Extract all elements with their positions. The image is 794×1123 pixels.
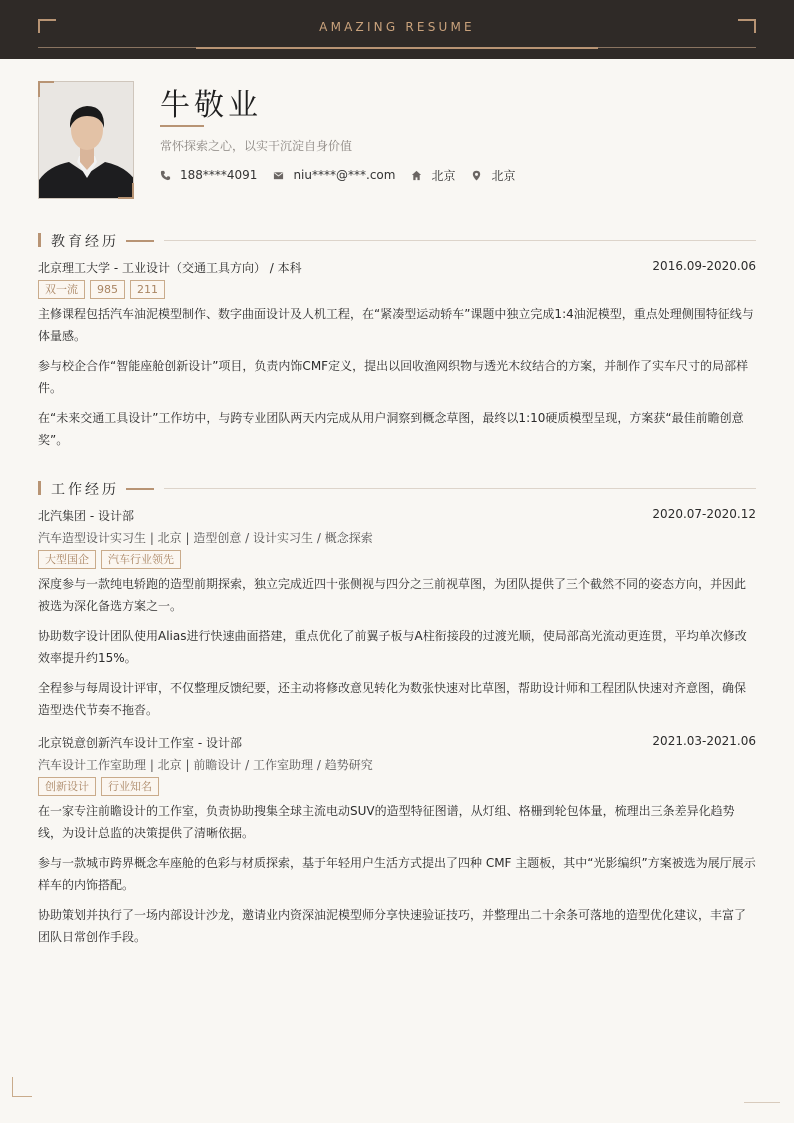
contact-location — [471, 167, 515, 184]
company-name: 北汽集团 - 设计部 — [38, 509, 134, 523]
job-subtitle: 汽车造型设计实习生 | 北京 | 造型创意 / 设计实习生 / 概念探索 — [38, 531, 373, 545]
job-date: 2020.07-2020.12 — [652, 507, 756, 521]
section-title: 教育经历 — [51, 234, 119, 250]
portrait-icon — [39, 82, 134, 199]
mail-icon — [273, 170, 284, 181]
job-subtitle: 汽车设计工作室助理 | 北京 | 前瞻设计 / 工作室助理 / 趋势研究 — [38, 758, 373, 772]
tag-badge: 985 — [90, 280, 125, 299]
tag-badge: 创新设计 — [38, 777, 96, 796]
school-name: 北京理工大学 - 工业设计（交通工具方向） / 本科 — [38, 261, 302, 275]
section-accent — [126, 240, 154, 242]
education-entry-header — [38, 259, 756, 275]
education-tags — [38, 280, 170, 299]
job-entry-header — [38, 734, 756, 750]
section-header-work — [38, 480, 756, 496]
home-text: 北京 — [431, 168, 456, 183]
job-paragraph: 深度参与一款纯电轿跑的造型前期探索，独立完成近四十张侧视与四分之三前视草图，为团队提供了三个截然不同的姿态方向，并因此被选为深化备选方案之一。 — [38, 577, 747, 613]
tag-badge: 汽车行业领先 — [101, 550, 181, 569]
section-marker — [38, 233, 41, 247]
job-entry-header — [38, 507, 756, 523]
corner-ornament — [12, 1077, 32, 1097]
education-paragraph: 在“未来交通工具设计”工作坊中，与跨专业团队两天内完成从用户洞察到概念草图，最终以1:10硬质模型呈现，方案获“最佳前瞻创意奖”。 — [38, 411, 744, 447]
job-paragraph: 在一家专注前瞻设计的工作室，负责协助搜集全球主流电动SUV的造型特征图谱，从灯组、格栅到轮包体量，梳理出三条差异化趋势线，为设计总监的决策提供了清晰依据。 — [38, 804, 735, 840]
section-divider — [164, 488, 756, 489]
location-text: 北京 — [491, 168, 516, 183]
section-marker — [38, 481, 41, 495]
location-icon — [471, 170, 482, 181]
photo-corner — [118, 183, 134, 199]
candidate-name: 牛敬业 — [160, 88, 262, 123]
tag-badge: 211 — [130, 280, 165, 299]
contact-list — [160, 168, 531, 182]
job-paragraph: 协助策划并执行了一场内部设计沙龙，邀请业内资深油泥模型师分享快速验证技巧，并整理出二十余条可落地的造型优化建议，丰富了团队日常创作手段。 — [38, 908, 747, 944]
education-paragraph: 主修课程包括汽车油泥模型制作、数字曲面设计及人机工程，在“紧凑型运动轿车”课题中独立完成1:4油泥模型，重点处理侧围特征线与体量感。 — [38, 307, 754, 343]
section-accent — [126, 488, 154, 490]
education-paragraph: 参与校企合作“智能座舱创新设计”项目，负责内饰CMF定义，提出以回收渔网织物与透光木纹结合的方案，并制作了实车尺寸的局部样件。 — [38, 359, 749, 395]
job-tags — [38, 777, 164, 796]
email-text: niu****@***.com — [293, 168, 396, 182]
job-tags — [38, 550, 186, 569]
tag-badge: 双一流 — [38, 280, 85, 299]
job-paragraph: 参与一款城市跨界概念车座舱的色彩与材质探索，基于年轻用户生活方式提出了四种 CMF 主题板，其中“光影编织”方案被选为展厅展示样车的内饰搭配。 — [38, 856, 756, 892]
contact-phone — [160, 168, 257, 182]
section-divider — [164, 240, 756, 241]
phone-icon — [160, 170, 171, 181]
job-paragraph: 全程参与每周设计评审，不仅整理反馈纪要，还主动将修改意见转化为数张快速对比草图，帮助设计师和工程团队快速对齐意图，确保造型迭代节奏不拖沓。 — [38, 681, 747, 717]
section-header-education — [38, 232, 756, 248]
profile-photo — [38, 81, 134, 199]
tag-badge: 大型国企 — [38, 550, 96, 569]
header-bar — [0, 0, 794, 59]
phone-text: 188****4091 — [180, 168, 258, 182]
tag-badge: 行业知名 — [101, 777, 159, 796]
brand-title: AMAZING RESUME — [319, 20, 475, 34]
job-paragraph: 协助数字设计团队使用Alias进行快速曲面搭建，重点优化了前翼子板与A柱衔接段的过渡光顺，使局部高光流动更连贯，平均单次修改效率提升约15%。 — [38, 629, 747, 665]
header-accent-line — [196, 47, 598, 49]
education-date: 2016.09-2020.06 — [652, 259, 756, 273]
contact-email — [273, 168, 395, 182]
company-name: 北京锐意创新汽车设计工作室 - 设计部 — [38, 736, 242, 750]
name-underline — [160, 125, 204, 127]
motto: 常怀探索之心，以实干沉淀自身价值 — [160, 139, 353, 153]
contact-home — [411, 167, 455, 184]
job-date: 2021.03-2021.06 — [652, 734, 756, 748]
section-title: 工作经历 — [51, 482, 119, 498]
home-icon — [411, 170, 422, 181]
footer-line — [744, 1102, 780, 1103]
photo-corner — [38, 81, 54, 97]
